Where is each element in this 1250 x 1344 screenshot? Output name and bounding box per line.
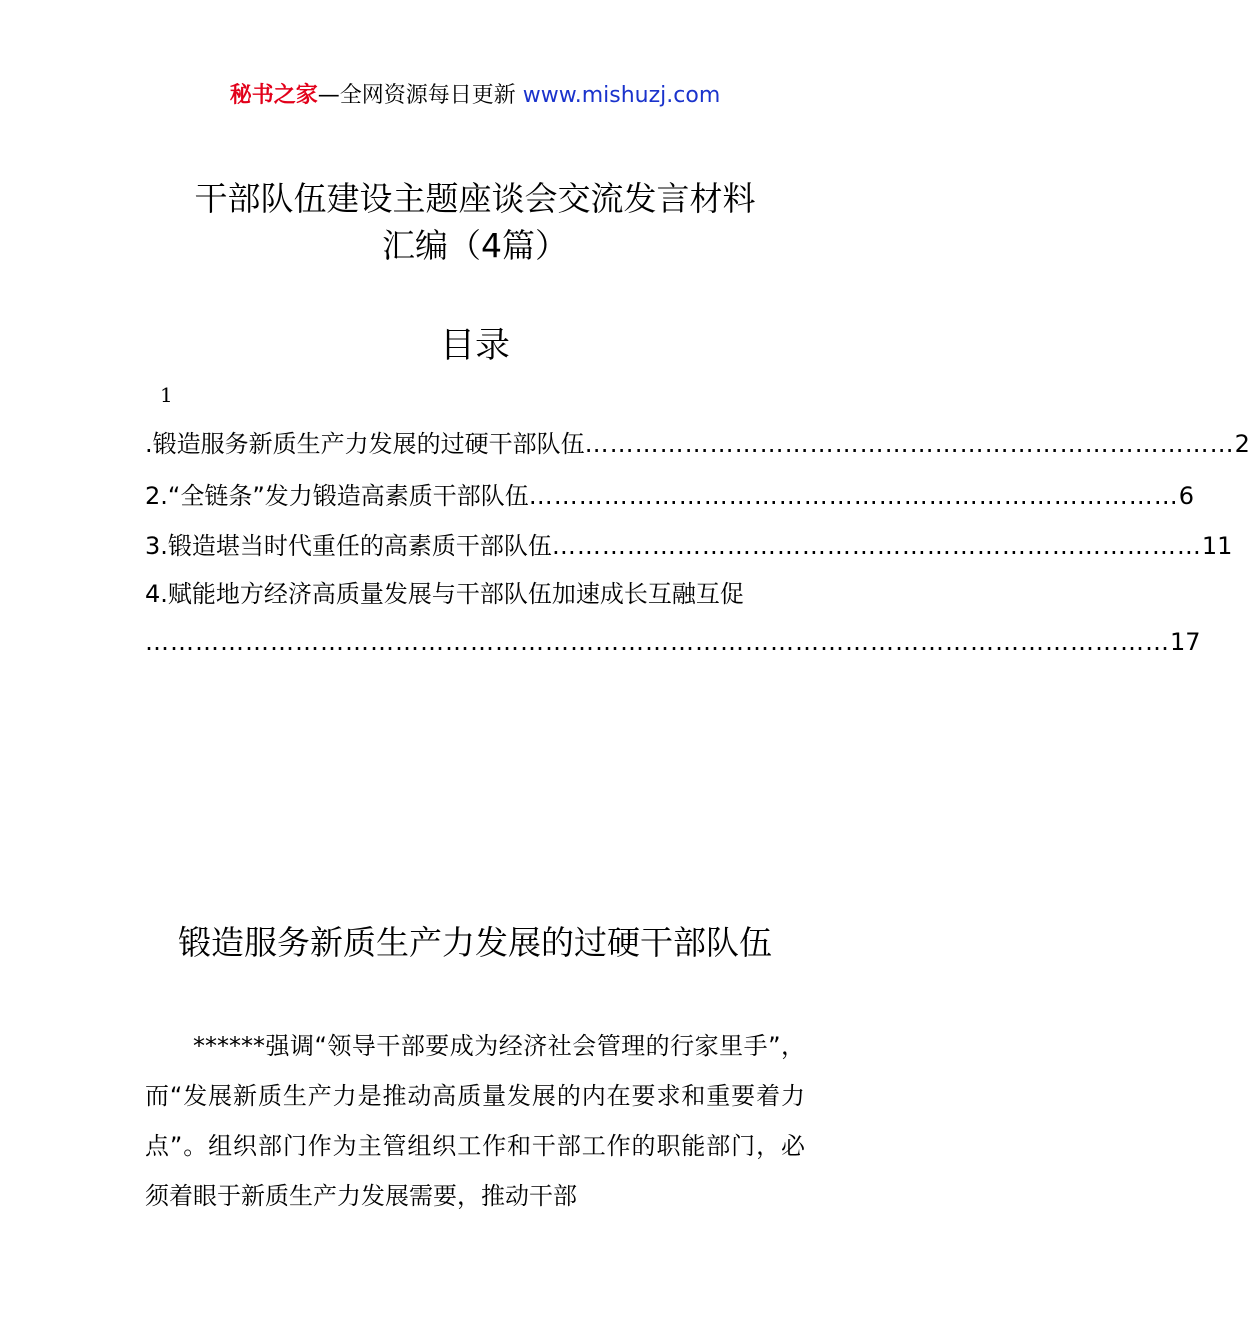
toc-item-page: 11 [1201, 532, 1233, 560]
toc-item-page: 17 [1170, 628, 1201, 656]
article-title: 锻造服务新质生产力发展的过硬干部队伍 [178, 923, 772, 962]
toc-item-label: 2.“全链条”发力锻造高素质干部队伍 [145, 482, 529, 510]
site-header [0, 80, 950, 112]
toc-item-page: 6 [1178, 482, 1195, 510]
document-title-line1: 干部队伍建设主题座谈会交流发言材料 [194, 179, 756, 218]
toc-item-4[interactable] [145, 574, 805, 614]
toc-item-label: 3.锻造堪当时代重任的高素质干部队伍 [145, 532, 552, 560]
toc-item-1[interactable] [145, 422, 1250, 462]
toc-leader-dots: …………………………………………………………………… [551, 532, 1202, 560]
site-url-link[interactable]: www.mishuzj.com [522, 83, 721, 108]
toc-stray-number: 1 [160, 383, 173, 407]
toc-leader-dots: …………………………………………………………………… [584, 430, 1235, 458]
toc-item-label: .锻造服务新质生产力发展的过硬干部队伍 [145, 430, 585, 458]
toc-leader-dots: …………………………………………………………………… [528, 482, 1179, 510]
toc-item-4-continuation[interactable] [145, 620, 1201, 660]
toc-item-2[interactable] [145, 474, 1195, 514]
document-title-line2: 汇编（4篇） [382, 226, 568, 265]
article-paragraph: ******强调“领导干部要成为经济社会管理的行家里手”，而“发展新质生产力是推动高质量发展的内在要求和重要着力点”。组织部门作为主管组织工作和干部工作的职能部门，必须着眼于新质生产力发展需要，推动干部 [145, 1032, 805, 1210]
toc-heading: 目录 [439, 326, 510, 366]
toc-item-page: 2 [1234, 430, 1250, 458]
header-slogan: —全网资源每日更新 [317, 83, 523, 108]
toc-item-label: 4.赋能地方经济高质量发展与干部队伍加速成长互融互促 [145, 580, 744, 608]
brand-name: 秘书之家 [229, 83, 318, 108]
toc-leader-dots: …………………………………………………………………………………………………………… [145, 628, 1170, 656]
toc-item-3[interactable] [145, 524, 1233, 564]
